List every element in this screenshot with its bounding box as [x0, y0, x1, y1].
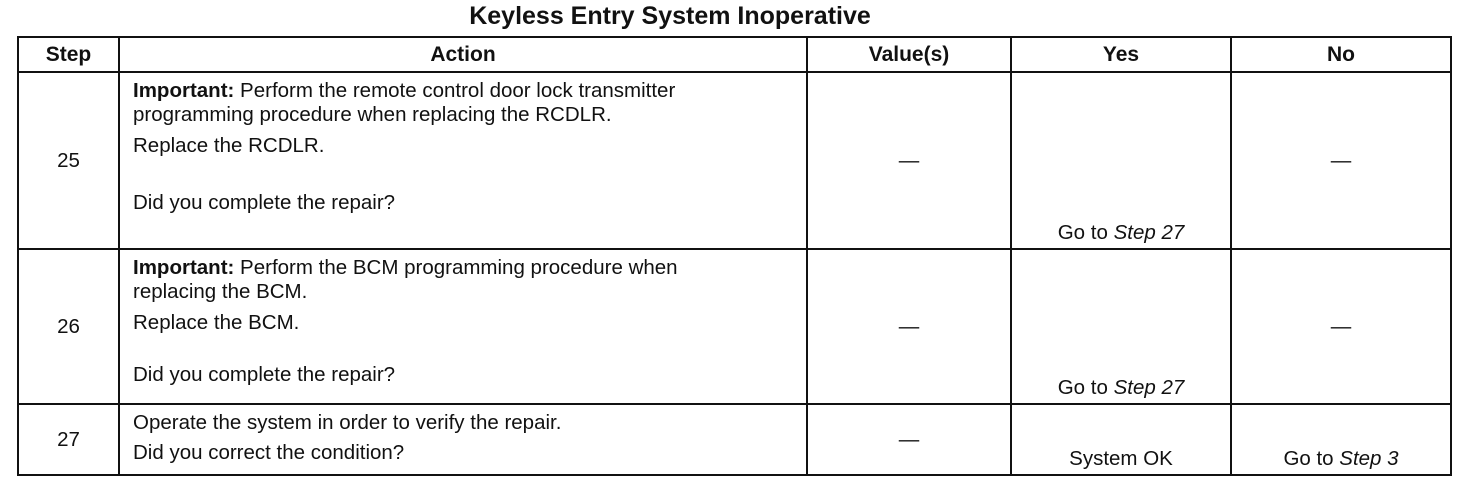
important-text: Perform the remote control door lock transmitter programming procedure when replacing the RCDLR.	[133, 79, 676, 126]
important-label: Important:	[133, 79, 235, 102]
important-text: Perform the BCM programming procedure when replacing the BCM.	[133, 256, 678, 303]
header-action: Action	[119, 37, 807, 72]
important-label: Important:	[133, 256, 235, 279]
action-cell	[119, 404, 807, 475]
step-number: 27	[18, 404, 119, 475]
table-header-row	[18, 37, 1451, 72]
question-text: Did you correct the condition?	[133, 441, 405, 464]
important-note	[133, 256, 733, 304]
no-cell	[1231, 404, 1451, 475]
header-step: Step	[18, 37, 119, 72]
yes-step-ref: Step 27	[1113, 221, 1185, 244]
no-text: —	[1330, 148, 1352, 172]
yes-step-ref: Step 27	[1113, 376, 1185, 399]
header-no: No	[1231, 37, 1451, 72]
yes-cell	[1011, 404, 1231, 475]
table-row	[18, 249, 1451, 404]
yes-cell	[1011, 249, 1231, 404]
value-text: —	[898, 427, 920, 451]
action-cell	[119, 72, 807, 249]
no-step-ref: Step 3	[1339, 447, 1399, 470]
no-cell	[1231, 249, 1451, 404]
no-text: —	[1330, 314, 1352, 338]
diagnostic-table	[17, 36, 1452, 476]
yes-prefix: Go to	[1057, 376, 1114, 399]
header-values: Value(s)	[807, 37, 1011, 72]
instruction-text: Replace the BCM.	[133, 311, 300, 334]
value-text: —	[898, 148, 920, 172]
page-title: Keyless Entry System Inoperative	[469, 2, 871, 30]
yes-prefix: Go to	[1057, 221, 1114, 244]
question-text: Did you complete the repair?	[133, 191, 396, 214]
value-text: —	[898, 314, 920, 338]
value-cell	[807, 249, 1011, 404]
question-text: Did you complete the repair?	[133, 363, 396, 386]
yes-cell	[1011, 72, 1231, 249]
action-cell	[119, 249, 807, 404]
yes-text: System OK	[1069, 447, 1173, 470]
no-cell	[1231, 72, 1451, 249]
value-cell	[807, 72, 1011, 249]
table-row	[18, 404, 1451, 475]
header-yes: Yes	[1011, 37, 1231, 72]
no-prefix: Go to	[1283, 447, 1340, 470]
important-note	[133, 79, 733, 127]
step-number: 26	[18, 249, 119, 404]
instruction-text: Replace the RCDLR.	[133, 134, 325, 157]
step-number: 25	[18, 72, 119, 249]
instruction-text: Operate the system in order to verify the repair.	[133, 411, 562, 434]
value-cell	[807, 404, 1011, 475]
table-row	[18, 72, 1451, 249]
